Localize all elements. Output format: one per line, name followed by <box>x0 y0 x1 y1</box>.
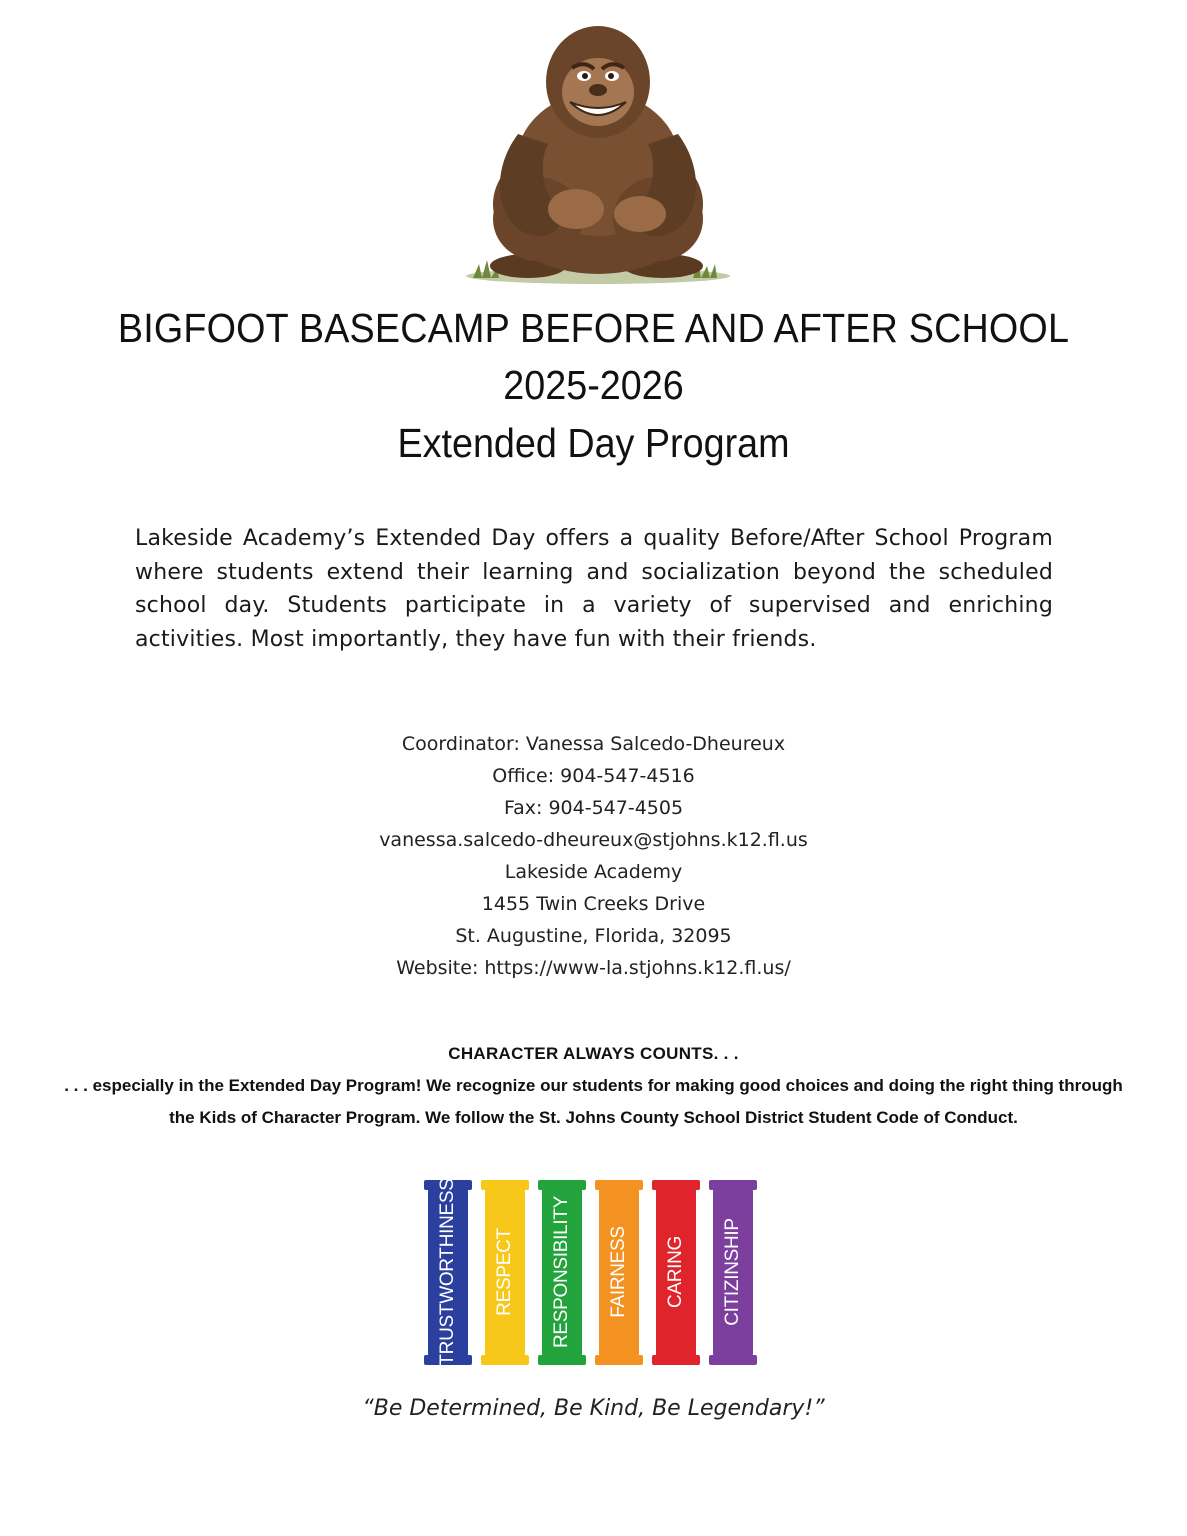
pillar-citizinship <box>709 1180 757 1365</box>
pillar-base <box>538 1355 586 1365</box>
program-subtitle: Extended Day Program <box>397 420 790 466</box>
pillar-label: FAIRNESS <box>608 1226 629 1318</box>
pillar-label: RESPONSIBILITY <box>551 1195 572 1349</box>
pillar-label: RESPECT <box>494 1228 515 1316</box>
pillar-caring <box>652 1180 700 1365</box>
page-title: BIGFOOT BASECAMP BEFORE AND AFTER SCHOOL <box>117 305 1070 351</box>
email-address: vanessa.salcedo-dheureux@stjohns.k12.fl.us <box>379 829 808 851</box>
city-state-zip: St. Augustine, Florida, 32095 <box>455 925 732 947</box>
pillar-label: CARING <box>665 1235 686 1309</box>
header <box>0 300 1187 472</box>
pillar-label: TRUSTWORTHINESS <box>437 1178 458 1366</box>
pillar-base <box>481 1355 529 1365</box>
pillar-base <box>595 1355 643 1365</box>
character-pillars <box>424 1180 764 1365</box>
contact-info <box>0 728 1187 984</box>
pillar-trustworthiness <box>424 1180 472 1365</box>
pillar-base <box>709 1355 757 1365</box>
website-line: Website: https://www-la.stjohns.k12.fl.us/ <box>396 957 791 979</box>
intro-paragraph: Lakeside Academy’s Extended Day offers a quality Before/After School Program where students extend their learning and socialization beyond the scheduled school day. Students participate in a variety of supervised and enriching activities. Most importantly, they have fun with their friends. <box>135 526 1053 652</box>
pillar-fairness <box>595 1180 643 1365</box>
pillar-label: CITIZINSHIP <box>722 1218 743 1326</box>
character-heading: CHARACTER ALWAYS COUNTS. . . <box>448 1044 739 1063</box>
coordinator-line: Coordinator: Vanessa Salcedo-Dheureux <box>401 733 786 755</box>
office-phone: Office: 904-547-4516 <box>492 765 695 787</box>
bigfoot-mascot-image <box>458 14 738 286</box>
character-body: . . . especially in the Extended Day Program! We recognize our students for making good choices and doing the right thing through the Kids of Character Program. We follow the St. Johns County School District Student Code of Conduct. <box>64 1076 1123 1127</box>
character-section <box>60 1038 1127 1134</box>
school-year: 2025-2026 <box>503 362 684 408</box>
motto-quote: “Be Determined, Be Kind, Be Legendary!” <box>362 1396 825 1421</box>
fax-number: Fax: 904-547-4505 <box>503 797 684 819</box>
pillar-base <box>652 1355 700 1365</box>
pillar-responsibility <box>538 1180 586 1365</box>
school-name: Lakeside Academy <box>504 861 683 883</box>
pillar-respect <box>481 1180 529 1365</box>
street-address: 1455 Twin Creeks Drive <box>481 893 706 915</box>
